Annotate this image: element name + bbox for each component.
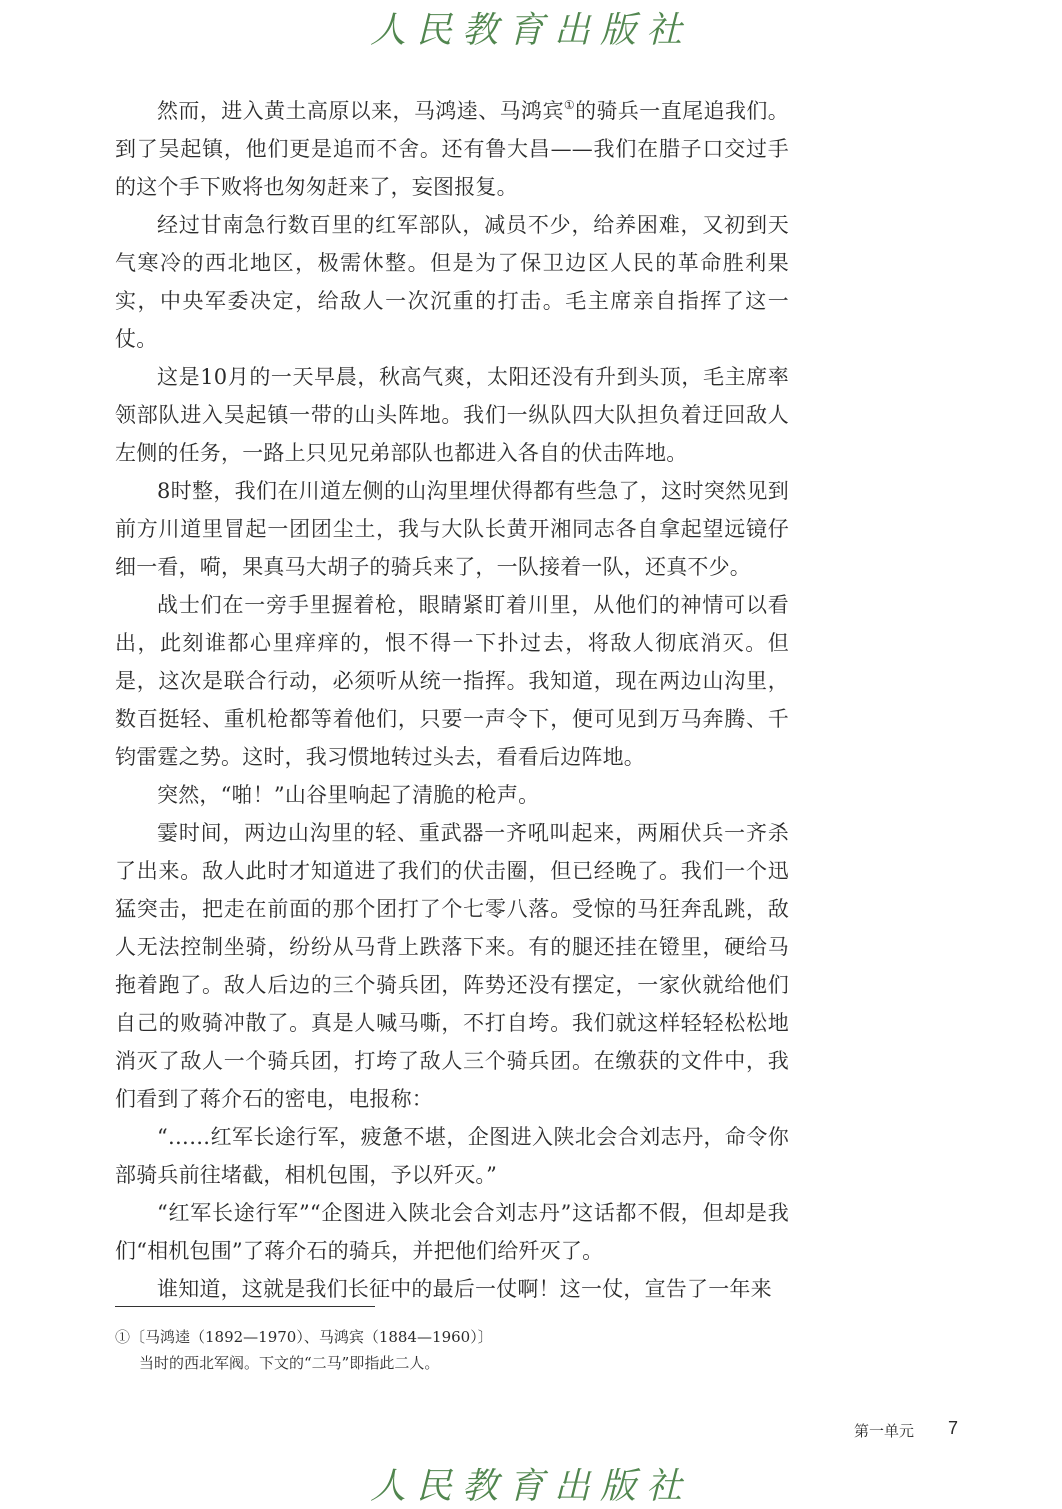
- footnote-divider: [115, 1306, 375, 1307]
- footnote-ref[interactable]: ①: [563, 98, 576, 112]
- paragraph-9: “红军长途行军”“企图进入陕北会合刘志丹”这话都不假，但却是我们“相机包围”了蒋介石的骑兵，并把他们给歼灭了。: [115, 1201, 789, 1263]
- paragraph-3: 这是10月的一天早晨，秋高气爽，太阳还没有升到头顶，毛主席率领部队进入吴起镇一带的山头阵地。我们一纵队四大队担负着迂回敌人左侧的任务，一路上只见兄弟部队也都进入各自的伏击阵地。: [115, 365, 789, 465]
- paragraph-10: 谁知道，这就是我们长征中的最后一仗啊！这一仗，宣告了一年来: [157, 1277, 772, 1301]
- page-number: 7: [948, 1418, 959, 1438]
- publisher-watermark-top: 人民教育出版社: [369, 10, 692, 51]
- footnote-line-2: 当时的西北军阀。下文的“二马”即指此二人。: [139, 1354, 440, 1372]
- paragraph-5: 战士们在一旁手里握着枪，眼睛紧盯着川里，从他们的神情可以看出，此刻谁都心里痒痒的，恨不得一下扑过去，将敌人彻底消灭。但是，这次是联合行动，必须听从统一指挥。我知道，现在两边山沟里，数百挺轻、重机枪都等着他们，只要一声令下，便可见到万马奔腾、千钧雷霆之势。这时，我习惯地转过头去，看看后边阵地。: [115, 593, 789, 769]
- paragraph-4: 8时整，我们在川道左侧的山沟里埋伏得都有些急了，这时突然见到前方川道里冒起一团团尘土，我与大队长黄开湘同志各自拿起望远镜仔细一看，嗬，果真马大胡子的骑兵来了，一队接着一队，还真不少。: [115, 479, 789, 579]
- paragraph-7: 霎时间，两边山沟里的轻、重武器一齐吼叫起来，两厢伏兵一齐杀了出来。敌人此时才知道进了我们的伏击圈，但已经晚了。我们一个迅猛突击，把走在前面的那个团打了个七零八落。受惊的马狂奔乱跳，敌人无法控制坐骑，纷纷从马背上跌落下来。有的腿还挂在镫里，硬给马拖着跑了。敌人后边的三个骑兵团，阵势还没有摆定，一家伙就给他们自己的败骑冲散了。真是人喊马嘶，不打自垮。我们就这样轻轻松松地消灭了敌人一个骑兵团，打垮了敌人三个骑兵团。在缴获的文件中，我们看到了蒋介石的密电，电报称：: [115, 821, 789, 1111]
- unit-label: 第一单元: [854, 1422, 915, 1440]
- article-body: [115, 92, 789, 1308]
- footnote-line-1: ①〔马鸿逵（1892—1970）、马鸿宾（1884—1960）〕: [115, 1328, 493, 1346]
- paragraph-6: 突然，“啪！”山谷里响起了清脆的枪声。: [157, 783, 540, 807]
- paragraph-2: 经过甘南急行数百里的红军部队，减员不少，给养困难，又初到天气寒冷的西北地区，极需休整。但是为了保卫边区人民的革命胜利果实，中央军委决定，给敌人一次沉重的打击。毛主席亲自指挥了这一仗。: [115, 213, 789, 351]
- paragraph-1: 然而，进入黄土高原以来，马鸿逵、马鸿宾①的骑兵一直尾追我们。到了吴起镇，他们更是追而不舍。还有鲁大昌——我们在腊子口交过手的这个手下败将也匆匆赶来了，妄图报复。: [115, 98, 789, 199]
- publisher-watermark-bottom: 人民教育出版社: [369, 1466, 692, 1507]
- paragraph-8: “……红军长途行军，疲惫不堪，企图进入陕北会合刘志丹，命令你部骑兵前往堵截，相机包围，予以歼灭。”: [115, 1125, 789, 1187]
- footnote: [115, 1324, 789, 1376]
